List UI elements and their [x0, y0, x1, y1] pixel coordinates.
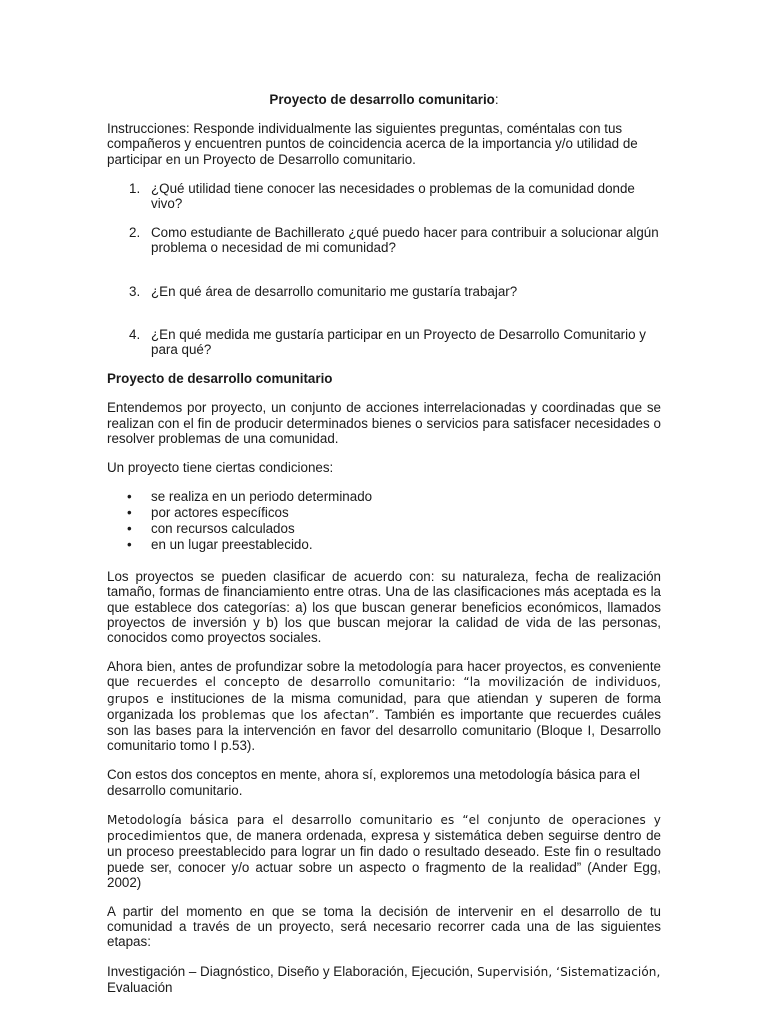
question-item — [107, 225, 661, 255]
question-number: 2. — [129, 225, 141, 241]
question-item — [107, 181, 661, 211]
question-text: ¿En qué medida me gustaría participar en un Proyecto de Desarrollo Comunitario y para qué? — [151, 326, 646, 358]
question-number: 4. — [129, 326, 141, 342]
stages-text: Investigación – Diagnóstico, Diseño y Elaboración, Ejecución, — [107, 963, 474, 979]
concepts-paragraph: Con estos dos conceptos en mente, ahora sí, exploremos una metodología básica para el desarrollo comunitario. — [107, 767, 640, 798]
bullet-icon: • — [127, 505, 132, 521]
stages-text-end: Evaluación — [107, 979, 173, 995]
bullet-icon: • — [127, 489, 132, 505]
question-number: 3. — [129, 283, 141, 299]
stages-intro-paragraph: A partir del momento en que se toma la decisión de intervenir en el desarrollo de tu comunidad a través de un proyecto, será necesario recorrer cada una de las siguientes etapas: — [107, 903, 661, 950]
community-dev-quote-start: recuerdes el concepto de desarrollo comunitario: “la movilización de individuos, grupos e — [107, 675, 661, 706]
condition-text: en un lugar preestablecido. — [151, 537, 313, 553]
definition-paragraph: Entendemos por proyecto, un conjunto de acciones interrelacionadas y coordinadas que se realizan con el fin de producir determinados bienes o servicios para satisfacer necesidades o resolver problemas de una comunidad. — [107, 400, 661, 446]
classification-paragraph: Los proyectos se pueden clasificar de acuerdo con: su naturaleza, fecha de realización tamaño, formas de financiamiento entre otras. Una de las clasificaciones más aceptada es la que establece dos categorías: a) los que buscan generar beneficios económicos, llamados proyectos de inversión y b) los que buscan mejorar la calidad de vida de las personas, conocidos como proyectos sociales. — [107, 569, 661, 646]
methodology-text: que, de manera ordenada, expresa y sistemática deben seguirse dentro de un proceso preestablecido para lograr un fin dado o resultado deseado. Este fin o resultado puede ser, conocer y/o actuar sobre un aspecto o fragmento de la realidad” (Ander Egg, 2002) — [107, 828, 661, 890]
question-item — [107, 284, 661, 299]
community-dev-text: También es importante que recuerdes cuáles son las bases para la intervención en favor del desarrollo comunitario (Bloque I, Desarrollo comunitario tomo I p.53). — [107, 706, 661, 754]
stages-text-alt: Supervisión, ‘Sistematización, — [473, 964, 661, 979]
title-text: Proyecto de desarrollo comunitario — [269, 92, 495, 107]
stages-paragraph — [107, 964, 661, 995]
instructions-paragraph: Instrucciones: Responde individualmente las siguientes preguntas, coméntalas con tus compañeros y encuentren puntos de coincidencia acerca de la importancia y/o utilidad de participar en un Proyecto de Desarrollo comunitario. — [107, 121, 638, 167]
question-text: Como estudiante de Bachillerato ¿qué puedo hacer para contribuir a solucionar algún problema o necesidad de mi comunidad? — [151, 225, 659, 256]
methodology-paragraph — [107, 812, 661, 890]
section-heading: Proyecto de desarrollo comunitario — [107, 371, 333, 387]
community-dev-text: Ahora bien, antes de profundizar sobre la metodología para hacer proyectos, es conveniente que — [107, 659, 661, 690]
question-number: 1. — [129, 180, 141, 196]
conditions-list — [107, 489, 661, 553]
conditions-intro: Un proyecto tiene ciertas condiciones: — [107, 460, 334, 476]
bullet-icon: • — [127, 537, 132, 553]
condition-item — [107, 489, 661, 505]
bullet-icon: • — [127, 521, 132, 537]
condition-text: por actores específicos — [151, 505, 289, 521]
condition-text: con recursos calculados — [151, 521, 295, 537]
question-text: ¿Qué utilidad tiene conocer las necesidades o problemas de la comunidad donde vivo? — [151, 180, 635, 212]
document-title — [107, 92, 661, 107]
document-page — [107, 92, 661, 1009]
community-development-paragraph — [107, 659, 661, 753]
community-dev-quote-end: problemas que los afectan”. — [201, 707, 379, 722]
condition-item — [107, 505, 661, 521]
methodology-lead: Metodología básica para el desarrollo comunitario es “el conjunto de operaciones y procedimientos — [107, 812, 661, 844]
condition-item — [107, 521, 661, 537]
community-dev-text: instituciones de la misma comunidad, para que atiendan y superen de forma organizada los — [107, 690, 661, 722]
title-colon: : — [494, 92, 499, 107]
condition-text: se realiza en un periodo determinado — [151, 489, 373, 505]
question-text: ¿En qué área de desarrollo comunitario me gustaría trabajar? — [151, 283, 518, 299]
questions-list — [107, 181, 661, 357]
condition-item — [107, 537, 661, 553]
question-item — [107, 327, 661, 357]
